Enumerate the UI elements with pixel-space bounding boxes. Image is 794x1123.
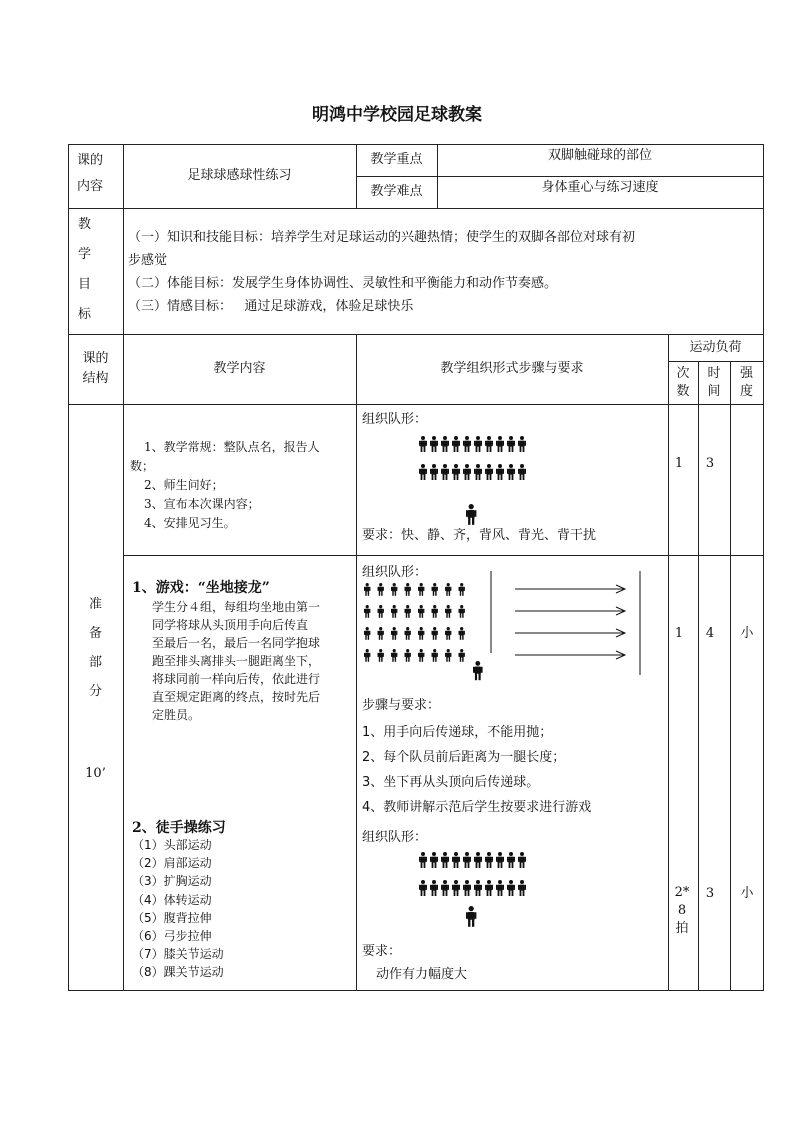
student-icon (418, 649, 424, 662)
col-time: 时 间 (707, 365, 721, 399)
student-icon (518, 464, 526, 480)
student-icon (391, 583, 397, 596)
student-icon (452, 436, 460, 452)
student-icon (432, 583, 438, 596)
student-icon (441, 436, 449, 452)
col-intensity: 强 度 (739, 365, 753, 399)
goal-line: （三）情感目标： 通过足球游戏，体验足球快乐 (128, 299, 414, 314)
difficulty-value: 身体重心与练习速度 (541, 180, 659, 195)
student-icon (364, 583, 370, 596)
step-item: 2、每个队员前后距离为一腿长度； (362, 750, 566, 765)
student-icon (507, 464, 515, 480)
section-name: 准 备 部 分 (88, 597, 102, 699)
game-desc-line: 将球同前一样向后传，依此进行 (152, 672, 321, 686)
page-title: 明鸿中学校园足球教案 (312, 105, 482, 125)
col-organization: 教学组织形式步骤与要求 (440, 361, 584, 376)
student-icon (432, 649, 438, 662)
teacher-icon (466, 504, 476, 525)
student-icon (418, 627, 424, 640)
list-item: 2、师生问好； (144, 478, 224, 492)
student-icon (496, 436, 504, 452)
student-icon (430, 880, 438, 896)
exercise-list (132, 836, 224, 982)
student-icon (430, 464, 438, 480)
game-desc-line: 跑至排头离排头一腿距离坐下， (152, 654, 321, 668)
row3-time: 3 (705, 886, 715, 901)
student-icon (418, 583, 424, 596)
formation-diagram-2 (360, 565, 660, 695)
student-icon (463, 464, 471, 480)
student-icon (378, 649, 384, 662)
goal-line: （二）体能目标：发展学生身体协调性、灵敏性和平衡能力和动作节奏感。 (128, 276, 558, 291)
row1-content (130, 438, 354, 533)
student-icon (518, 436, 526, 452)
student-icon (419, 464, 427, 480)
teacher-icon (473, 661, 483, 680)
student-icon (378, 627, 384, 640)
formation-diagram-3 (415, 852, 535, 937)
row2-intensity: 小 (740, 626, 754, 641)
student-icon (405, 649, 411, 662)
goals-text (128, 226, 760, 318)
exercise-item: （6）弓步拉伸 (132, 929, 212, 944)
student-icon (419, 880, 427, 896)
student-icon (441, 852, 449, 868)
student-icon (485, 852, 493, 868)
col-content: 教学内容 (213, 361, 266, 376)
student-icon (405, 583, 411, 596)
goals-label: 教 学 目 标 (78, 217, 92, 322)
student-icon (418, 605, 424, 618)
focus-value: 双脚触碰球的部位 (547, 148, 652, 163)
game-desc-line: 同学将球从头顶用手向后传直 (152, 618, 309, 632)
focus-label: 教学重点 (370, 152, 423, 167)
goal-line: （一）知识和技能目标：培养学生对足球运动的兴趣热情；使学生的双脚各部位对球有初 (128, 230, 636, 245)
student-icon (496, 852, 504, 868)
student-icon (391, 605, 397, 618)
student-icon (378, 583, 384, 596)
student-icon (432, 605, 438, 618)
game-desc-line: 定胜员。 (152, 708, 201, 722)
row3-requirement: 动作有力幅度大 (376, 967, 468, 982)
student-icon (459, 649, 465, 662)
student-icon (419, 436, 427, 452)
game-desc-line: 至最后一名，最后一名同学抱球 (152, 636, 321, 650)
student-icon (485, 436, 493, 452)
student-icon (452, 852, 460, 868)
step-item: 4、教师讲解示范后学生按要求进行游戏 (362, 800, 592, 815)
student-icon (518, 880, 526, 896)
row1-time: 3 (705, 456, 715, 471)
exercise-title: 2、徒手操练习 (132, 820, 226, 836)
row1-requirement: 要求：快、静、齐，背风、背光、背干扰 (362, 528, 597, 543)
row3-count: 2* 8 拍 (674, 885, 690, 936)
student-icon (432, 627, 438, 640)
student-icon (485, 464, 493, 480)
student-icon (474, 464, 482, 480)
row2-count: 1 (674, 626, 684, 641)
list-item: 数； (130, 459, 155, 473)
row2-time: 4 (705, 626, 715, 641)
student-icon (441, 464, 449, 480)
student-icon (445, 583, 451, 596)
student-icon (445, 605, 451, 618)
list-item: 1、教学常规：整队点名，报告人 (144, 440, 320, 454)
student-icon (507, 436, 515, 452)
game-desc-line: 直至规定距离的终点，按时先后 (152, 690, 321, 704)
exercise-item: （1）头部运动 (132, 838, 212, 852)
student-icon (391, 649, 397, 662)
student-icon (507, 880, 515, 896)
content-label: 课的 内容 (77, 153, 104, 194)
exercise-item: （8）踝关节运动 (132, 965, 224, 980)
student-icon (452, 880, 460, 896)
exercise-item: （4）体转运动 (132, 892, 212, 907)
row3-org-label: 组织队形： (362, 830, 428, 845)
row1-count: 1 (674, 456, 684, 471)
student-icon (430, 436, 438, 452)
col-load: 运动负荷 (689, 339, 742, 355)
student-icon (441, 880, 449, 896)
student-icon (496, 464, 504, 480)
exercise-item: （3）扩胸运动 (132, 874, 212, 889)
student-icon (459, 605, 465, 618)
student-icon (364, 605, 370, 618)
student-icon (474, 436, 482, 452)
student-icon (518, 852, 526, 868)
student-icon (391, 627, 397, 640)
exercise-item: （2）肩部运动 (132, 856, 212, 871)
row3-requirement-label: 要求： (362, 944, 402, 959)
student-icon (364, 627, 370, 640)
row2-org-label: 组织队形： (362, 565, 428, 580)
student-icon (474, 852, 482, 868)
game-desc-line: 学生分４组，每组均坐地由第一 (152, 600, 321, 614)
game-title: 1、游戏：“坐地接龙” (132, 580, 270, 596)
student-icon (364, 649, 370, 662)
list-item: 3、宣布本次课内容； (144, 497, 260, 511)
row1-org-label: 组织队形： (362, 412, 428, 427)
steps-label: 步骤与要求： (362, 698, 441, 713)
student-icon (445, 649, 451, 662)
student-icon (405, 605, 411, 618)
student-icon (474, 880, 482, 896)
student-icon (405, 627, 411, 640)
student-icon (507, 852, 515, 868)
goal-line: 步感觉 (128, 253, 168, 268)
student-icon (459, 627, 465, 640)
student-icon (496, 880, 504, 896)
student-icon (378, 605, 384, 618)
steps-list (362, 720, 591, 820)
student-icon (485, 880, 493, 896)
student-icon (463, 852, 471, 868)
teacher-icon (466, 906, 476, 927)
step-item: 3、坐下再从头顶向后传递球。 (362, 775, 540, 790)
student-icon (419, 852, 427, 868)
content-value: 足球球感球性练习 (187, 168, 292, 183)
student-icon (463, 880, 471, 896)
game-description (152, 598, 352, 724)
col-structure: 课的 结构 (82, 351, 109, 386)
student-icon (459, 583, 465, 596)
exercise-item: （5）腹背拉伸 (132, 910, 212, 925)
exercise-item: （7）膝关节运动 (132, 947, 224, 962)
list-item: 4、安排见习生。 (144, 516, 236, 530)
formation-diagram-1 (415, 436, 535, 531)
step-item: 1、用手向后传递球，不能用抛； (362, 725, 553, 740)
student-icon (445, 627, 451, 640)
student-icon (452, 464, 460, 480)
col-count: 次 数 (676, 365, 690, 399)
student-icon (430, 852, 438, 868)
row3-intensity: 小 (740, 886, 754, 901)
student-icon (463, 436, 471, 452)
section-duration: 10’ (85, 766, 106, 781)
difficulty-label: 教学难点 (370, 184, 423, 199)
